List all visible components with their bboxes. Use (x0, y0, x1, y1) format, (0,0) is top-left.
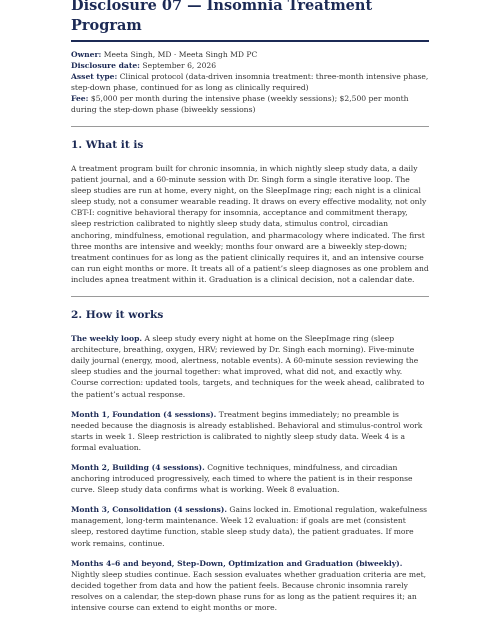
paragraph-text: Cognitive techniques, mindfulness, and circadian anchoring introduced progressively, each timed to where the patient is in their response curve. Sleep study data confirms what is working. Week 8 evaluation. (71, 462, 413, 495)
paragraph-weekly-loop (71, 333, 429, 400)
paragraph-lead: Month 2, Building (4 sessions). (71, 462, 205, 472)
section-1-body: A treatment program built for chronic insomnia, in which nightly sleep study data, a daily patient journal, and a 60-minute session with Dr. Singh form a single iterative loop. The sleep studies are run at home, every night, on the SleepImage ring; each night is a clinical sleep study, not a consumer wearable reading. It draws on every effective modality, not only CBT-I: cognitive behavioral therapy for insomnia, acceptance and commitment therapy, sleep restriction calibrated to nightly sleep study data, stimulus control, circadian anchoring, mindfulness, emotional regulation, and pharmacology where indicated. The first three months are intensive and weekly; months four onward are a biweekly step-down; treatment continues for as long as the patient clinically requires it, and an intensive course can run eight months or more. It treats all of a patient’s sleep diagnoses as one problem and includes apnea treatment within it. Graduation is a clinical decision, not a calendar date. (71, 164, 429, 284)
section-divider (71, 296, 429, 297)
paragraph-month-1 (71, 409, 429, 453)
document-title: Disclosure 07 — Insomnia Treatment Program (71, 0, 429, 42)
metadata-block (71, 49, 429, 115)
meta-asset (71, 71, 429, 93)
meta-owner-value: Meeta Singh, MD · Meeta Singh MD PC (103, 50, 258, 59)
section-1-heading: 1. What it is (71, 139, 144, 151)
meta-asset-label: Asset type: (71, 72, 118, 81)
paragraph-text: Nightly sleep studies continue. Each session evaluates whether graduation criteria are met, decided together from data and how the patient feels. Because chronic insomnia rarely resolves on a calendar, the step-down phase runs for as long as the patient requires it; an intensive course can extend to eight months or more. (71, 569, 427, 612)
meta-date (71, 60, 429, 71)
paragraph-text: A sleep study every night at home on the SleepImage ring (sleep architecture, breathing, oxygen, HRV; reviewed by Dr. Singh each morning). Five-minute daily journal (energy, mood, alertness, notable events). A 60-minute session reviewing the sleep studies and the journal together: what improved, what did not, and exactly why. Course correction: updated tools, targets, and techniques for the week ahead, calibrated to the patient’s actual response. (71, 334, 425, 399)
meta-fee (71, 93, 429, 115)
paragraph-text: Gains locked in. Emotional regulation, wakefulness management, long-term maintenance. Week 12 evaluation: if goals are met (consistent sleep, restored daytime function, stable sleep study data), the patient graduates. If more work remains, continue. (71, 505, 428, 548)
meta-asset-value: Clinical protocol (data-driven insomnia treatment: three-month intensive phase, step-down phase, continued for as long as clinically required) (71, 72, 429, 92)
paragraph-month-2 (71, 462, 429, 495)
meta-owner (71, 49, 429, 60)
paragraph-text: Treatment begins immediately; no preamble is needed because the diagnosis is already established. Behavioral and stimulus-control work starts in week 1. Sleep restriction is calibrated to nightly sleep study data. Week 4 is a formal evaluation. (71, 409, 423, 452)
document-content (71, 0, 429, 622)
paragraph-lead: Months 4–6 and beyond, Step-Down, Optimization and Graduation (biweekly). (71, 558, 403, 568)
meta-date-value: September 6, 2026 (142, 61, 217, 70)
section-divider (71, 126, 429, 127)
paragraph-lead: Month 1, Foundation (4 sessions). (71, 409, 217, 419)
meta-fee-value: $5,000 per month during the intensive phase (weekly sessions); $2,500 per month during the step-down phase (biweekly sessions) (71, 94, 409, 114)
section-2-heading: 2. How it works (71, 309, 164, 322)
meta-owner-label: Owner: (71, 50, 102, 59)
paragraph-lead: Month 3, Consolidation (4 sessions). (71, 505, 227, 515)
paragraph-lead: The weekly loop. (71, 334, 143, 344)
paragraph-months-4-6 (71, 558, 429, 613)
meta-date-label: Disclosure date: (71, 61, 140, 70)
meta-fee-label: Fee: (71, 94, 89, 103)
paragraph-month-3 (71, 504, 429, 548)
